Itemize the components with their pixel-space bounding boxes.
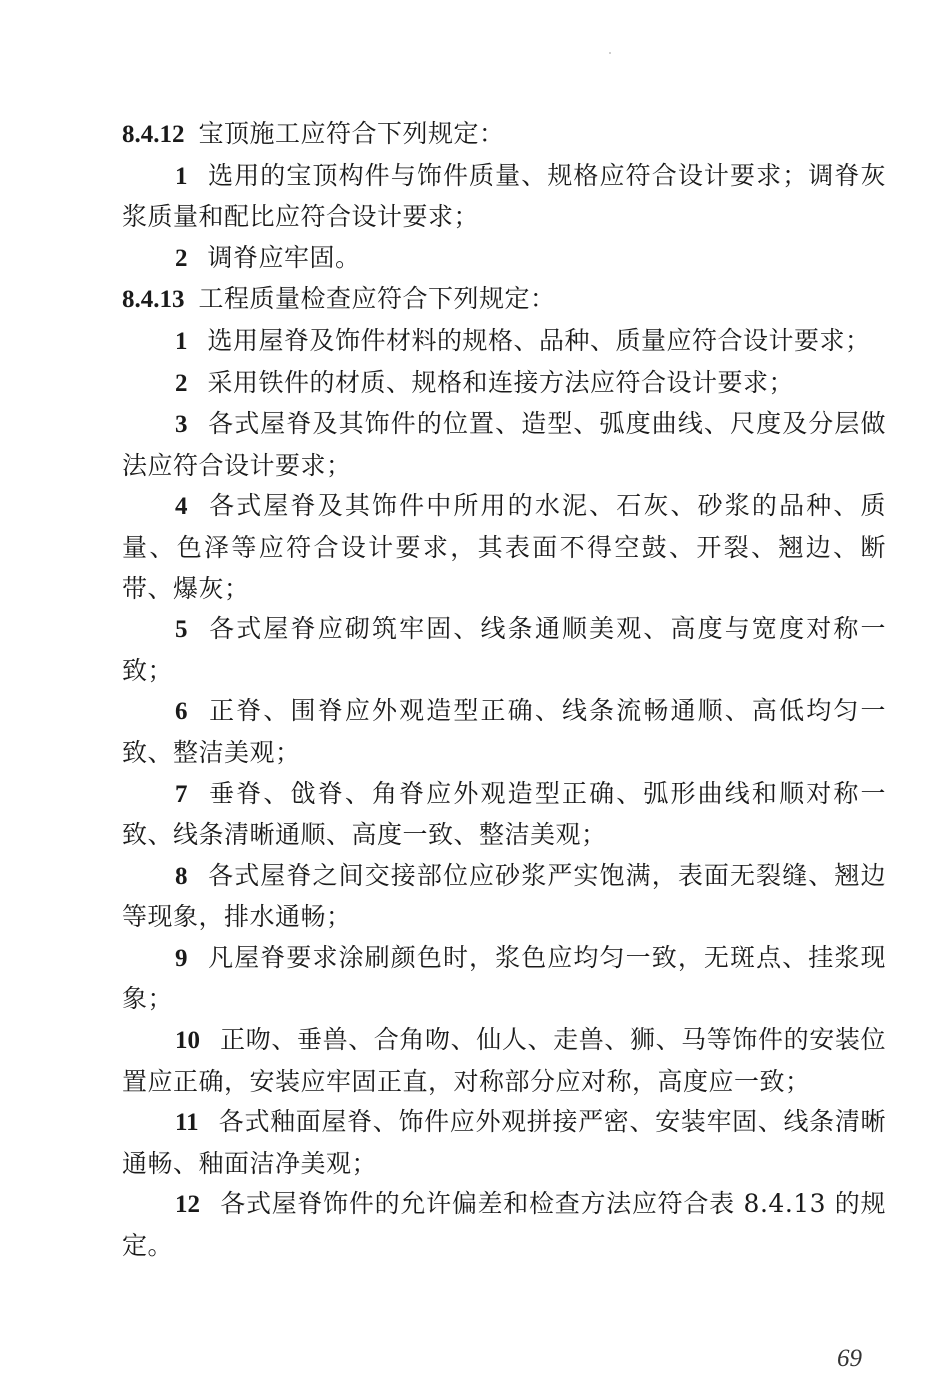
item-text: 各式屋脊及其饰件的位置、造型、弧度曲线、尺度及分层做法应符合设计要求； <box>122 409 886 480</box>
item-number: 1 <box>175 327 188 355</box>
item-number: 2 <box>175 244 188 272</box>
clause-text: 宝顶施工应符合下列规定： <box>198 119 505 148</box>
clause-number: 8.4.13 <box>122 286 185 314</box>
item-number: 1 <box>175 162 188 190</box>
item-text: 各式釉面屋脊、饰件应外观拼接严密、安装牢固、线条清晰通畅、釉面洁净美观； <box>122 1107 886 1178</box>
list-item <box>122 486 886 609</box>
item-text: 各式屋脊应砌筑牢固、线条通顺美观、高度与宽度对称一致； <box>122 614 886 685</box>
document-body <box>122 114 886 1267</box>
item-text: 选用屋脊及饰件材料的规格、品种、质量应符合设计要求； <box>207 325 871 355</box>
item-number: 9 <box>175 944 188 972</box>
list-item <box>122 856 886 938</box>
list-item <box>122 774 886 856</box>
item-number: 6 <box>175 698 188 726</box>
item-number: 3 <box>175 411 188 439</box>
clause-text: 工程质量检查应符合下列规定： <box>198 284 556 314</box>
item-text: 各式屋脊及其饰件中所用的水泥、石灰、砂浆的品种、质量、色泽等应符合设计要求，其表面不得空鼓、开裂、翘边、断带、爆灰； <box>122 491 886 603</box>
list-item <box>122 156 886 238</box>
item-text: 垂脊、戗脊、角脊应外观造型正确、弧形曲线和顺对称一致、线条清晰通顺、高度一致、整洁美观； <box>122 778 886 850</box>
item-text: 凡屋脊要求涂刷颜色时，浆色应均匀一致，无斑点、挂浆现象； <box>122 942 886 1014</box>
item-number: 12 <box>175 1191 200 1219</box>
item-text: 各式屋脊饰件的允许偏差和检查方法应符合表 8.4.13 的规定。 <box>122 1189 886 1261</box>
item-number: 5 <box>175 616 188 644</box>
list-item <box>122 1184 886 1266</box>
item-text: 选用的宝顶构件与饰件质量、规格应符合设计要求；调脊灰浆质量和配比应符合设计要求； <box>122 160 886 232</box>
list-item <box>122 938 886 1020</box>
item-number: 2 <box>175 369 188 397</box>
clause-8-4-13 <box>122 279 886 321</box>
item-text: 正吻、垂兽、合角吻、仙人、走兽、狮、马等饰件的安装位置应正确，安装应牢固正直，对称部分应对称，高度应一致； <box>122 1025 886 1096</box>
item-number: 8 <box>175 862 188 890</box>
list-item <box>122 363 886 405</box>
list-item <box>122 1020 886 1102</box>
item-text: 采用铁件的材质、规格和连接方法应符合设计要求； <box>207 367 795 397</box>
list-item <box>122 609 886 691</box>
item-text: 正脊、围脊应外观造型正确、线条流畅通顺、高低均匀一致、整洁美观； <box>122 696 886 767</box>
clause-number: 8.4.12 <box>122 121 185 148</box>
item-number: 4 <box>175 493 188 521</box>
item-number: 11 <box>175 1109 199 1137</box>
item-text: 各式屋脊之间交接部位应砂浆严实饱满，表面无裂缝、翘边等现象，排水通畅； <box>122 860 886 932</box>
clause-8-4-12 <box>122 114 886 156</box>
list-item <box>122 1102 886 1184</box>
list-item <box>122 691 886 773</box>
page-number: 69 <box>837 1345 862 1372</box>
item-number: 10 <box>175 1027 200 1055</box>
list-item <box>122 404 886 486</box>
item-text: 调脊应牢固。 <box>207 242 361 272</box>
scan-artifact <box>609 52 611 54</box>
list-item <box>122 321 886 363</box>
item-number: 7 <box>175 780 188 808</box>
list-item <box>122 238 886 280</box>
